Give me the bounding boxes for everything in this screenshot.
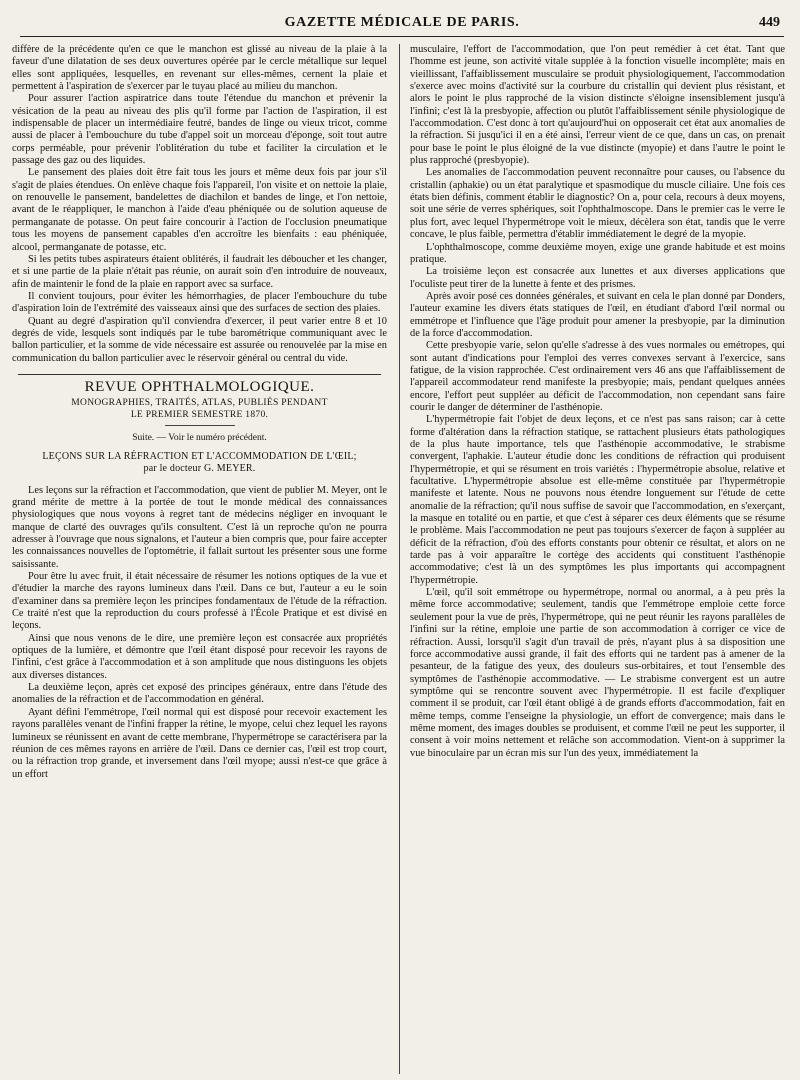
left-column (12, 44, 387, 1074)
paragraph: Les anomalies de l'accommodation peuvent reconnaître pour causes, ou l'absence du cristallin (aphakie) ou un état paralytique et spasmodique du muscle ciliaire. Une fois ces états bien définis, comment établir le diagnostic? On a, pour cela, recours à deux moyens, soit une série de verres sphériques, soit l'ophthalmoscope. Dans le premier cas le verre le plus fort, avec lequel l'hypermétrope voit le mieux, décèlera son état, tandis que le verre concave, le plus faible, permettra d'établir immédiatement le degré de la myopie. (410, 167, 785, 241)
paragraph: musculaire, l'effort de l'accommodation, que l'on peut remédier à cet état. Tant que l'homme est jeune, son activité vitale supplée à la fonction visuelle incomplète; mais en vieillissant, l'affaiblissement musculaire se produit physiologiquement, l'accommodation s'exerce avec moins d'activité sur la courbure du cristallin qui devient plus résistant, et alors le point le plus rapproché de la vision distincte s'éloigne insensiblement jusqu'à l'infini; c'est là la presbyopie, affection ou plutôt l'affaiblissement sénile physiologique de l'accommodation. C'est donc à tort qu'aujourd'hui on opposerait cet état aux anomalies de la réfraction. Si jusqu'ici il en a été ainsi, l'erreur vient de ce que, dans un cas, on prenait pour base le point le plus éloigné de la vue distincte (myopie) et dans l'autre le point le plus rapproché (presbyopie). (410, 44, 785, 167)
paragraph: L'œil, qu'il soit emmétrope ou hypermétrope, normal ou anormal, a à peu près la même force accommodative; seulement, tandis que l'emmétrope emploie cette force seulement pour la vue de près, l'hypermétrope, qui ne peut réunir les rayons parallèles de l'infini sur la rétine, emploie une partie de son accommodation à corriger ce vice de réfraction. Aussi, lorsqu'il s'agit d'un travail de près, n'ayant plus à sa disposition une force accommodative aussi grande, il fait des efforts qui ne tardent pas à amener de la pesanteur, de la fatigue des yeux, des douleurs sus-orbitaires, et tout l'ensemble des symptômes de l'asthénopie accommodative. — Le strabisme convergent est un autre symptôme qui se rencontre souvent avec l'hypermétropie. Il est facile d'expliquer comment il se produit, car l'œil étant obligé à de grands efforts d'accommodation, fait en même temps, comme l'enseigne la physiologie, un effort de convergence; mais dans le même moment, des images doubles se produisent, et comme l'œil ne peut les supporter, il consent à voir moins nettement et relâche son accommodation. Vient-on à supprimer la vue binoculaire par un écran mis sur l'un des yeux, immédiatement la (410, 587, 785, 759)
paragraph: Pour assurer l'action aspiratrice dans toute l'étendue du manchon et prévenir la vésication de la peau au niveau des plis qu'il forme par l'action de l'aspiration, il est indispensable de placer un intermédiaire feutré, bandes de linge ou vieux tricot, comme aussi de placer à l'embouchure du tube d'appel soit un morceau d'éponge, soit tout autre corps perméable, pour prévenir l'oblitération du tube et faciliter la circulation et le passage des gaz ou des liquides. (12, 93, 387, 167)
paragraph: Après avoir posé ces données générales, et suivant en cela le plan donné par Donders, l'auteur examine les divers états statiques de l'œil, en étudiant d'abord l'œil normal ou emmétrope et l'influence que l'âge produit pour amener la presbyopie, par la diminution de la force d'accommodation. (410, 290, 785, 339)
article-title-line: LEÇONS SUR LA RÉFRACTION ET L'ACCOMMODATION DE L'ŒIL; (42, 450, 357, 462)
journal-title: GAZETTE MÉDICALE DE PARIS. (284, 15, 520, 30)
paragraph: Ayant défini l'emmétrope, l'œil normal qui est disposé pour recevoir exactement les rayons parallèles venant de l'infini frapper la rétine, le myope, celui chez lequel les rayons lumineux se réunissent en avant de cette membrane, l'hypermétrope se caractérisera par la réunion de ces mêmes rayons en arrière de l'œil. Dans ce dernier cas, l'œil est trop court, ou la réfraction trop grande, et inversement dans l'œil myope; aussi n'est-ce que grâce à un effort (12, 706, 387, 780)
paragraph: La deuxième leçon, après cet exposé des principes généraux, entre dans l'étude des anomalies de la réfraction et de l'accommodation en général. (12, 682, 387, 706)
paragraph: Les leçons sur la réfraction et l'accommodation, que vient de publier M. Meyer, ont le grand mérite de mettre à la portée de tout le monde médical des connaissances physiologiques que nous voyons à regret tant de médecins négliger en invoquant le manque de clarté des ouvrages qu'ils consultent. C'est là un reproche qu'on ne pourra adresser à l'ouvrage que nous signalons, et l'auteur a bien compris que, pour faire accepter les connaissances nouvelles de l'optométrie, il fallait surtout les présenter sous une forme saisissante. (12, 484, 387, 570)
page-number: 449 (759, 15, 780, 30)
article-author: par le docteur G. MEYER. (143, 462, 256, 474)
paragraph: Cette presbyopie varie, selon qu'elle s'adresse à des vues normales ou emétropes, qui sont autant d'indications pour l'emploi des verres convexes servant à l'exercice, sans fatigue, de la vision rapprochée. C'est ordinairement vers 46 ans que l'affaiblissement de l'appareil accommodateur rend manifeste la presbyopie; mais, pendant quelques années encore, l'effort peut suppléer au déficit de l'accommodation, non cependant sans faire courir le danger de déterminer de l'asthénopie. (410, 340, 785, 413)
paragraph: Si les petits tubes aspirateurs étaient oblitérés, il faudrait les déboucher et les changer, et si une partie de la plaie n'était pas réunie, on aurait soin d'en introduire de nouveaux, afin de maintenir le fond de la plaie en rapport avec sa surface. (12, 253, 387, 290)
paragraph: Le pansement des plaies doit être fait tous les jours et même deux fois par jour s'il s'agit de plaies étendues. On enlève chaque fois l'appareil, l'on visite et on nettoie la plaie, on renouvelle le pansement, bandelettes de diachilon et bandes de linge, et l'on nettoie, avant de le réappliquer, le manchon à l'aide d'eau phéniquée ou de solution aqueuse de permanganate de potasse. On peut faire concourir à l'action de l'occlusion pneumatique tous les moyens de pansement capables d'en accroître les bienfaits : eau phéniquée, alcool, permanganate de potasse, etc. (12, 167, 387, 253)
section-heading: REVUE OPHTHALMOLOGIQUE. (84, 378, 315, 395)
continuation-note: Suite. — Voir le numéro précédent. (132, 433, 267, 444)
section-divider (18, 374, 381, 375)
section-subheading: MONOGRAPHIES, TRAITÉS, ATLAS, PUBLIÉS PENDANT (71, 398, 328, 409)
paragraph: Ainsi que nous venons de le dire, une première leçon est consacrée aux propriétés optiques de la lumière, et démontre que l'œil étant disposé pour recevoir les rayons de l'infini, c'est grâce à l'accommodation et à son amplitude que nous distinguons les objets aux diverses distances. (12, 632, 387, 681)
paragraph: L'hypermétropie fait l'objet de deux leçons, et ce n'est pas sans raison; car à cette forme d'altération dans la réfraction statique, se rattachent plusieurs états pathologiques de la plus haute importance, tels que l'asthénopie accommodative, le strabisme convergent, l'aphakie. L'auteur étudie donc les conditions de réfraction qui produisent l'hypermétropie, et qui se résument en trois variétés : l'hypermétropie absolue, relative et facultative. L'hypermétropie absolue est elle-même constituée par l'hypermétropie manifeste et latente. Nous ne pouvons nous étendre longuement sur l'étude de cette anomalie de la réfraction; qu'il nous suffise de savoir que l'accommodation, en s'exerçant, la masque en totalité ou en partie, et que c'est à séparer ces deux éléments que se résume le problème. Mais l'accommodation ne peut pas toujours s'exercer de façon à suppléer au déficit de la réfraction, d'où des efforts constants pour obtenir ce résultat, et alors on ne tarde pas à voir apparaître le cortège des accidents qui constituent l'asthénopie accommodative; c'est là un des symptômes les plus importants qui accompagnent l'hypermétropie. (410, 414, 785, 586)
page-header (20, 12, 784, 37)
paragraph: diffère de la précédente qu'en ce que le manchon est glissé au niveau de la plaie à la faveur d'une dilatation de ses deux ouvertures opérée par le cercle métallique sur lequel elles sont appliquées, lesquelles, en revenant sur elles-mêmes, cernent la plaie et permettent à l'aspiration de s'exercer par le tuyau placé au milieu du manchon. (12, 44, 387, 93)
paragraph: L'ophthalmoscope, comme deuxième moyen, exige une grande habitude et est moins pratique. (410, 241, 785, 265)
paragraph: Quant au degré d'aspiration qu'il conviendra d'exercer, il peut varier entre 8 et 10 degrés de vide, lesquels sont indiqués par le tube barométrique communiquant avec le ballon particulier, et la somme de vide nécessaire est assurée ou renouvelée par la mise en communication du ballon particulier avec le réservoir général ou central du vide. (12, 315, 387, 364)
article-title (12, 451, 387, 475)
paragraph: La troisième leçon est consacrée aux lunettes et aux diverses applications que l'oculiste peut tirer de la lunette à fente et des prismes. (410, 266, 785, 290)
short-rule (165, 425, 235, 426)
right-column (410, 44, 785, 1074)
paragraph: Pour être lu avec fruit, il était nécessaire de résumer les notions optiques de la vue et d'étudier la marche des rayons lumineux dans l'œil. Dans ce but, l'auteur a eu le soin d'examiner dans sa première leçon les principes fondamentaux de l'étude de la réfraction. Ce traité n'est que la reproduction du cours professé à l'École Pratique et est divisé en leçons. (12, 571, 387, 632)
section-subheading: LE PREMIER SEMESTRE 1870. (130, 410, 269, 421)
paragraph: Il convient toujours, pour éviter les hémorrhagies, de placer l'embouchure du tube d'aspiration loin de l'extrémité des vaisseaux ainsi que des surfaces de section des plaies. (12, 290, 387, 315)
column-divider (399, 44, 400, 1074)
